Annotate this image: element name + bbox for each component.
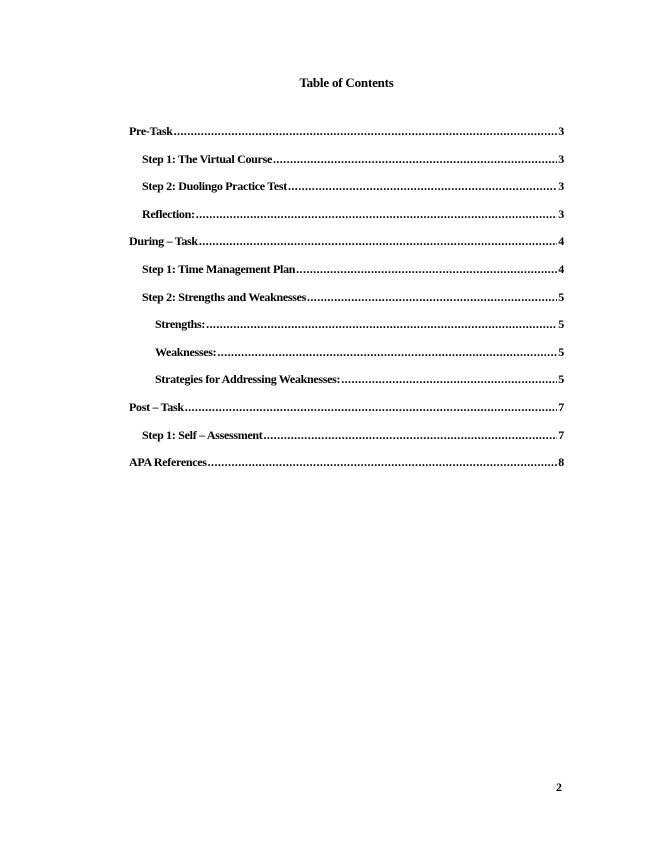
toc-entry-label: Step 1: Self – Assessment: [142, 427, 263, 442]
toc-entry-page: 4: [558, 261, 564, 276]
table-of-contents: [129, 124, 564, 483]
toc-entry-page: 3: [558, 151, 564, 166]
toc-entry-page: 8: [558, 455, 564, 470]
toc-dot-leader: [288, 179, 557, 194]
toc-entry-page: 3: [558, 206, 564, 221]
toc-dot-leader: [217, 345, 557, 360]
toc-dot-leader: [208, 455, 558, 470]
toc-entry-strategies[interactable]: [129, 372, 564, 400]
toc-entry-virtual-course[interactable]: [129, 152, 564, 180]
toc-dot-leader: [307, 290, 557, 305]
toc-entry-label: Post – Task: [129, 399, 184, 414]
toc-entry-label: Weaknesses:: [155, 344, 217, 359]
toc-entry-label: Step 2: Duolingo Practice Test: [142, 179, 287, 194]
toc-entry-label: Pre-Task: [129, 124, 173, 138]
toc-entry-page: 4: [558, 234, 564, 249]
toc-entry-label: Reflection:: [142, 206, 195, 221]
toc-entry-page: 5: [558, 372, 564, 387]
toc-dot-leader: [185, 400, 558, 415]
toc-entry-label: Step 2: Strengths and Weaknesses: [142, 289, 306, 304]
toc-entry-reflection[interactable]: [129, 207, 564, 235]
toc-dot-leader: [199, 234, 557, 249]
toc-dot-leader: [296, 262, 557, 277]
toc-entry-label: Step 1: Time Management Plan: [142, 261, 296, 276]
toc-dot-leader: [196, 207, 558, 222]
toc-entry-post-task[interactable]: [129, 400, 564, 428]
toc-entry-label: Step 1: The Virtual Course: [142, 151, 272, 166]
toc-entry-label: APA References: [129, 455, 207, 470]
toc-entry-page: 7: [558, 427, 564, 442]
toc-entry-duolingo-practice-test[interactable]: [129, 179, 564, 207]
toc-entry-label: Strengths:: [155, 317, 206, 332]
toc-dot-leader: [174, 124, 558, 139]
toc-dot-leader: [264, 428, 558, 443]
toc-entry-page: 3: [558, 179, 564, 194]
toc-entry-apa-references[interactable]: [129, 455, 564, 483]
toc-dot-leader: [341, 372, 557, 387]
toc-entry-page: 7: [558, 399, 564, 414]
toc-entry-page: 5: [558, 344, 564, 359]
toc-entry-label: Strategies for Addressing Weaknesses:: [155, 372, 341, 387]
toc-entry-self-assessment[interactable]: [129, 428, 564, 456]
toc-entry-label: During – Task: [129, 234, 198, 249]
toc-entry-weaknesses[interactable]: [129, 345, 564, 373]
page-number: 2: [556, 780, 562, 794]
toc-dot-leader: [206, 317, 557, 332]
toc-entry-during-task[interactable]: [129, 234, 564, 262]
toc-entry-page: 5: [558, 317, 564, 332]
toc-entry-strengths[interactable]: [129, 317, 564, 345]
toc-entry-pre-task[interactable]: [129, 124, 564, 152]
toc-entry-strengths-and-weaknesses[interactable]: [129, 290, 564, 318]
toc-entry-page: 3: [558, 124, 564, 138]
toc-entry-page: 5: [558, 289, 564, 304]
toc-title: Table of Contents: [299, 75, 394, 90]
toc-entry-time-management-plan[interactable]: [129, 262, 564, 290]
toc-dot-leader: [273, 152, 557, 167]
